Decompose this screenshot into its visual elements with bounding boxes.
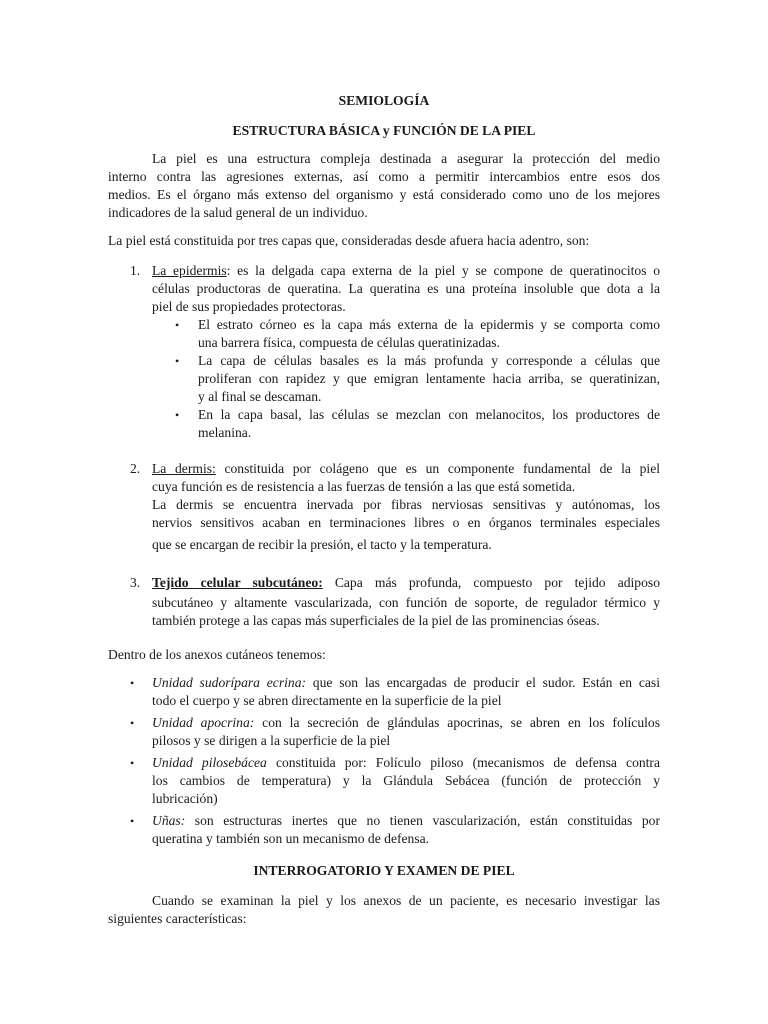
item2-term: La dermis: (152, 461, 216, 476)
item2-line-1 (152, 460, 660, 478)
bullet-icon: • (130, 716, 135, 730)
item1-bullet2-line-1: La capa de células basales es la más profunda y corresponde a células que (198, 353, 660, 368)
item1-bullet3-line-2: melanina. (198, 425, 252, 440)
item3-term: Tejido celular subcutáneo: (152, 575, 323, 590)
annex4-line-1 (152, 812, 660, 830)
annex3-line-2: los cambios de temperatura) y la Glándula Sebácea (función de protección y (152, 773, 660, 788)
item2-line-3: La dermis se encuentra inervada por fibras nerviosas sensitivas y autónomas, los (152, 497, 660, 512)
layers-intro: La piel está constituida por tres capas que, consideradas desde afuera hacia adentro, son: (108, 233, 590, 248)
bullet-icon: • (130, 814, 135, 828)
item1-line-2: células productoras de queratina. La queratina es una proteína insoluble que dota a la (152, 281, 660, 296)
annex2-line-1 (152, 714, 660, 732)
bullet-icon: • (175, 408, 180, 422)
item1-text-1: : es la delgada capa externa de la piel y se compone de queratinocitos o (226, 263, 661, 278)
list-number-3: 3. (130, 575, 141, 590)
annex3-line-3: lubricación) (152, 791, 218, 806)
item1-line-1 (152, 262, 660, 280)
annex3-line-1 (152, 754, 660, 772)
list-number-2: 2. (130, 461, 141, 476)
annex2-text-1: con la secreción de glándulas apocrinas, se abren en los folículos (254, 715, 660, 730)
annex4-text-1: son estructuras inertes que no tienen vascularización, están constituidas por (185, 813, 660, 828)
item3-line-2: subcutáneo y altamente vascularizada, con función de soporte, de regulador térmico y (152, 595, 660, 610)
section-heading: INTERROGATORIO Y EXAMEN DE PIEL (253, 863, 515, 878)
annex2-term: Unidad apocrina: (152, 715, 255, 730)
annex2-line-2: pilosos y se dirigen a la superficie de la piel (152, 733, 391, 748)
item3-line-1 (152, 574, 660, 592)
annex1-line-2: todo el cuerpo y se abren directamente en la superficie de la piel (152, 693, 502, 708)
list-number-1: 1. (130, 263, 141, 278)
intro-line-3: medios. Es el órgano más extenso del organismo y está considerado como uno de los mejores (108, 187, 660, 202)
item3-line-3: también protege a las capas más superficiales de la piel de las prominencias óseas. (152, 613, 600, 628)
annex1-line-1 (152, 674, 660, 692)
item1-term: La epidermis (152, 263, 227, 278)
intro-line-2: interno contra las agresiones externas, así como a permitir intercambios entre esos dos (108, 169, 660, 184)
item2-text-1: constituida por colágeno que es un componente fundamental de la piel (215, 461, 661, 476)
item2-line-5: que se encargan de recibir la presión, el tacto y la temperatura. (152, 537, 492, 552)
bullet-icon: • (175, 354, 180, 368)
item1-bullet1-line-2: una barrera física, compuesta de células queratinizadas. (198, 335, 500, 350)
item3-text-1: Capa más profunda, compuesto por tejido adiposo (322, 575, 660, 590)
annex3-text-1: constituida por: Folículo piloso (mecanismos de defensa contra (266, 755, 660, 770)
section2-line-1: Cuando se examinan la piel y los anexos de un paciente, es necesario investigar las (152, 893, 660, 908)
item1-bullet3-line-1: En la capa basal, las células se mezclan con melanocitos, los productores de (198, 407, 660, 422)
item1-bullet1-line-1: El estrato córneo es la capa más externa de la epidermis y se comporta como (198, 317, 660, 332)
annex1-text-1: que son las encargadas de producir el sudor. Están en casi (306, 675, 660, 690)
annex-intro: Dentro de los anexos cutáneos tenemos: (108, 647, 326, 662)
annex4-term: Uñas: (152, 813, 186, 828)
item1-bullet2-line-2: proliferan con rapidez y que emigran lentamente hacia arriba, se queratinizan, (198, 371, 660, 386)
annex1-term: Unidad sudorípara ecrina: (152, 675, 307, 690)
intro-line-4: indicadores de la salud general de un individuo. (108, 205, 368, 220)
intro-line-1: La piel es una estructura compleja destinada a asegurar la protección del medio (152, 151, 660, 166)
annex3-term: Unidad pilosebácea (152, 755, 267, 770)
bullet-icon: • (130, 756, 135, 770)
section2-line-2: siguientes características: (108, 911, 247, 926)
item2-line-4: nervios sensitivos acaban en terminaciones libres o en órganos terminales especiales (152, 515, 660, 530)
document-title: SEMIOLOGÍA (338, 93, 430, 108)
annex4-line-2: queratina y también son un mecanismo de defensa. (152, 831, 430, 846)
item1-line-3: piel de sus propiedades protectoras. (152, 299, 346, 314)
item1-bullet2-line-3: y al final se descaman. (198, 389, 322, 404)
document-subtitle: ESTRUCTURA BÁSICA y FUNCIÓN DE LA PIEL (232, 123, 536, 138)
bullet-icon: • (175, 318, 180, 332)
item2-line-2: cuya función es de resistencia a las fuerzas de tensión a las que está sometida. (152, 479, 576, 494)
bullet-icon: • (130, 676, 135, 690)
